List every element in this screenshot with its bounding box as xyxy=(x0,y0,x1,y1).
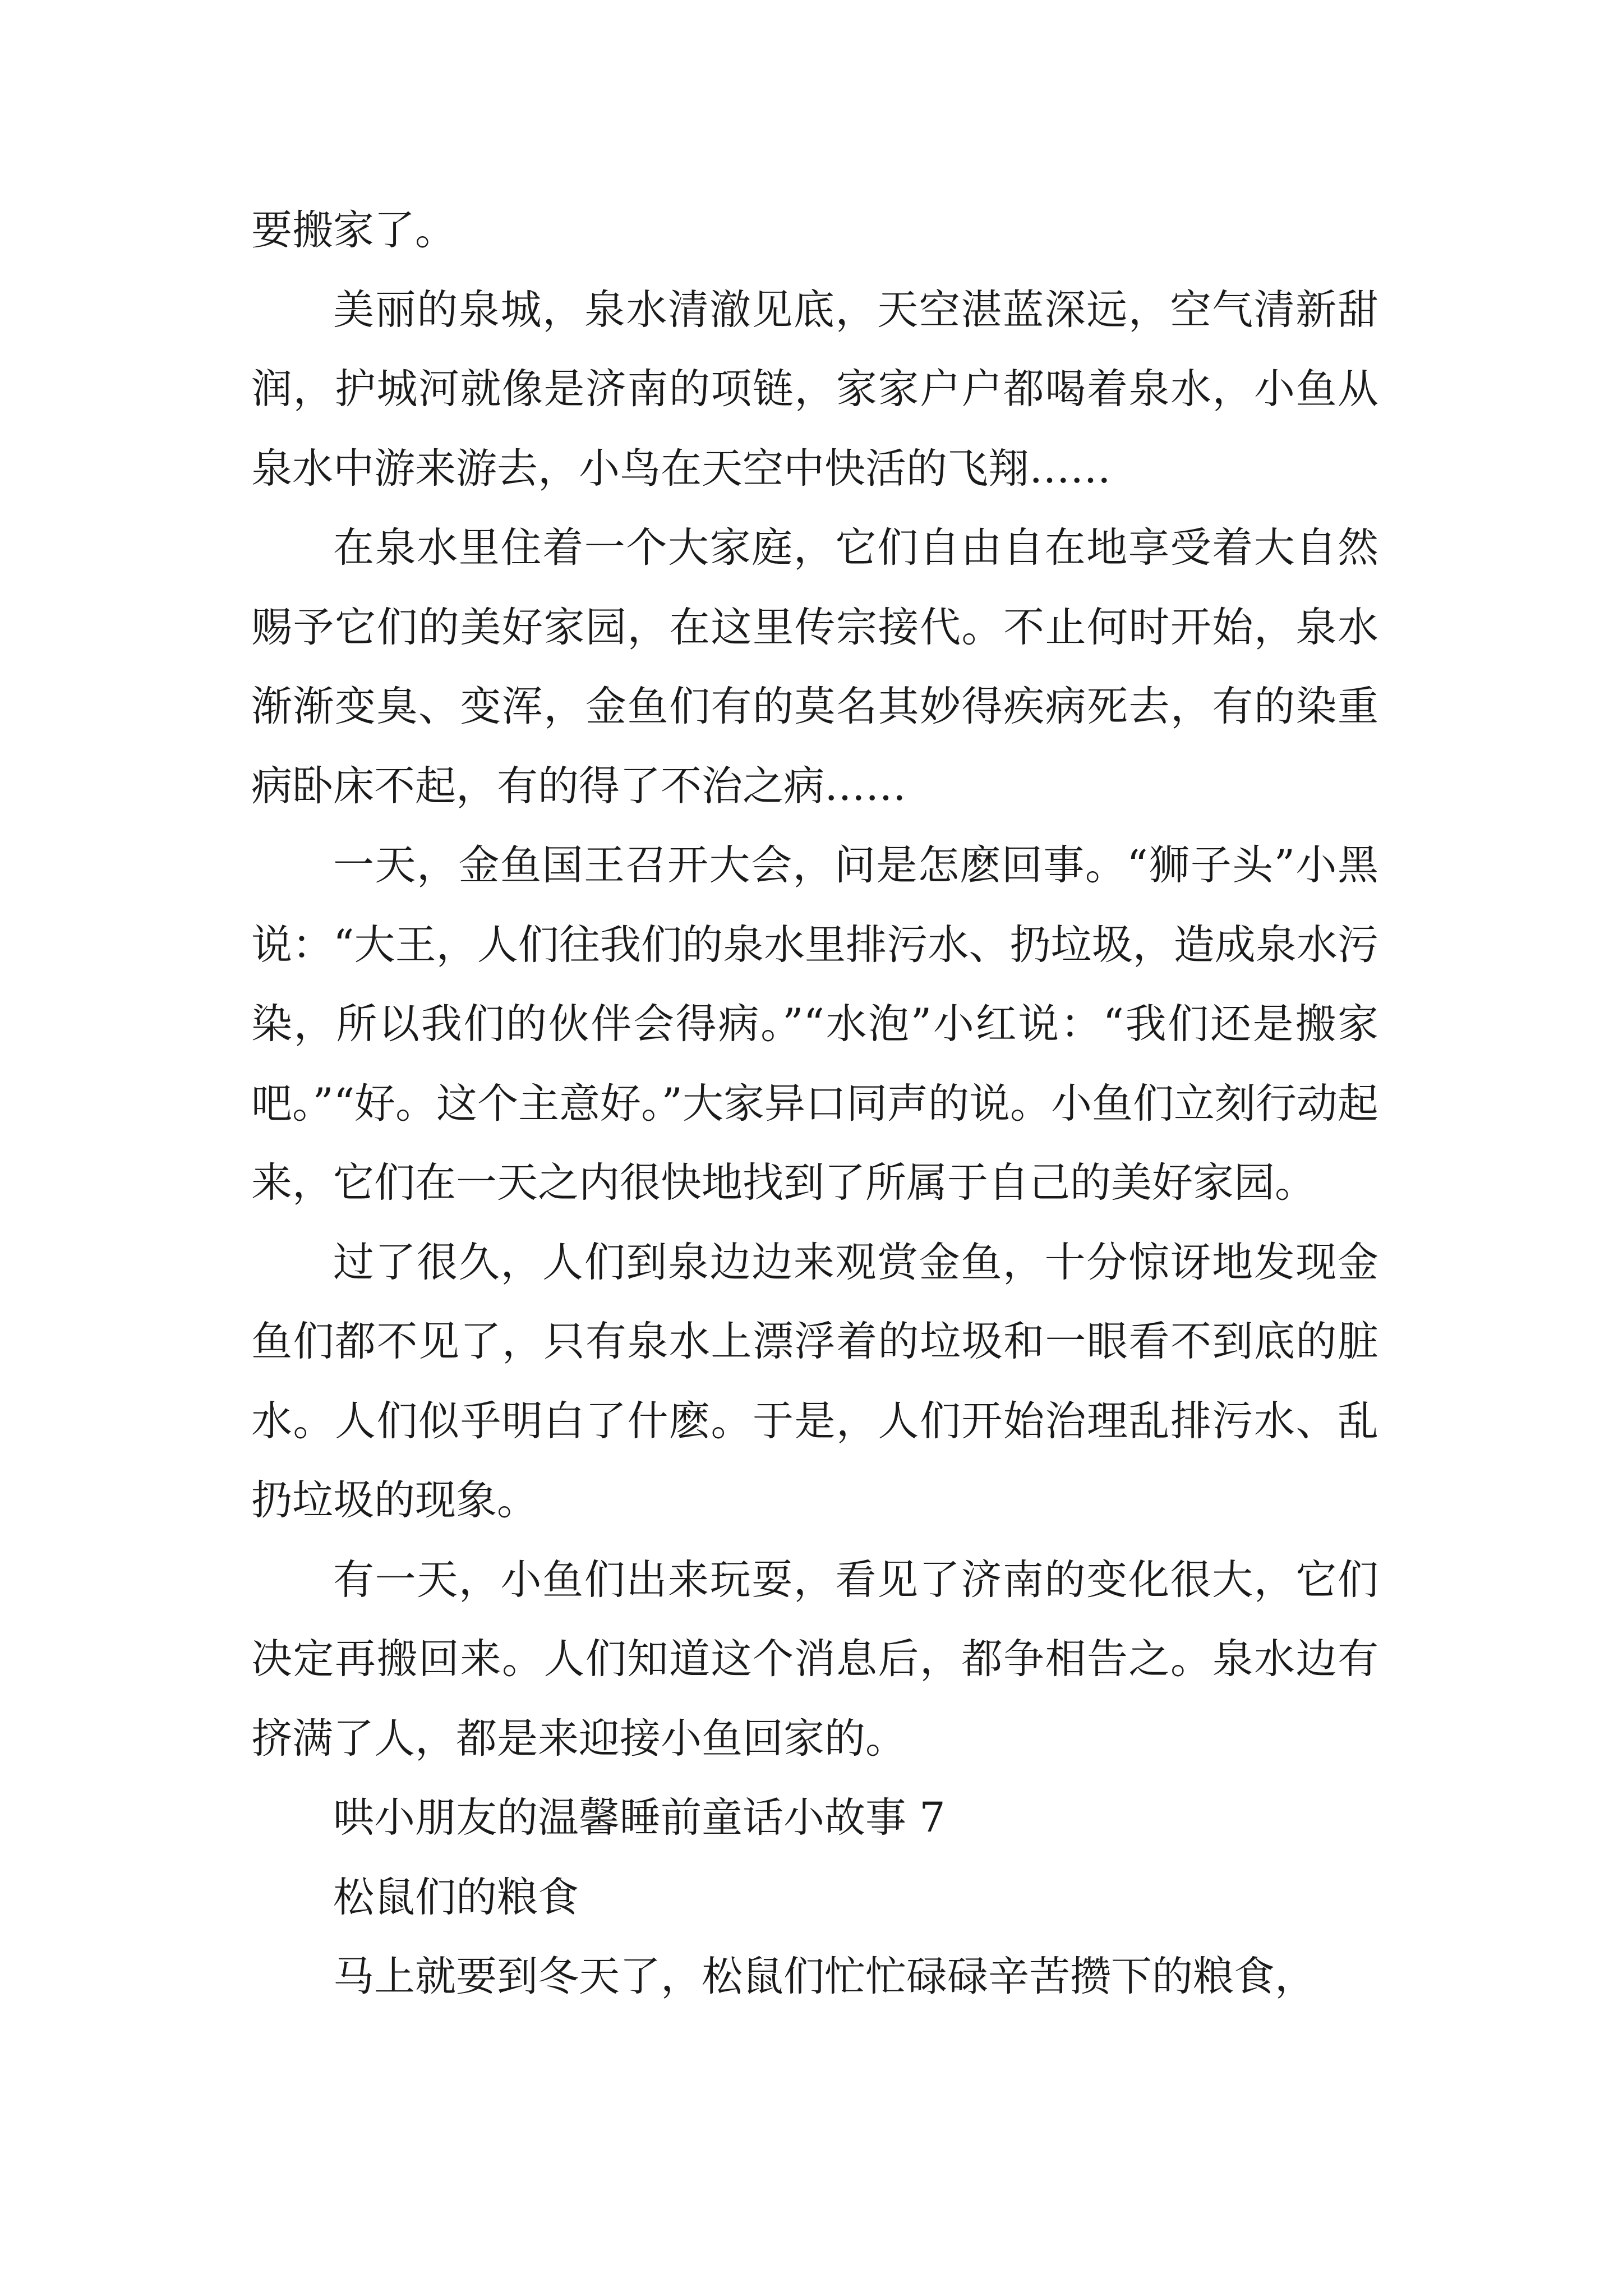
paragraph-4: 一天，金鱼国王召开大会，问是怎麽回事。“狮子头”小黑说：“大王，人们往我们的泉水里排污水、扔垃圾，造成泉水污染，所以我们的伙伴会得病。”“水泡”小红说：“我们还是搬家吧。”“好。这个主意好。”大家异口同声的说。小鱼们立刻行动起来，它们在一天之内很快地找到了所属于自己的美好家园。 xyxy=(251,841,1378,1207)
paragraph-5: 过了很久，人们到泉边边来观赏金鱼，十分惊讶地发现金鱼们都不见了，只有泉水上漂浮着的垃圾和一眼看不到底的脏水。人们似乎明白了什麽。于是，人们开始治理乱排污水、乱扔垃圾的现象。 xyxy=(251,1238,1378,1524)
paragraph-3: 在泉水里住着一个大家庭，它们自由自在地享受着大自然赐予它们的美好家园，在这里传宗接代。不止何时开始，泉水渐渐变臭、变浑，金鱼们有的莫名其妙得疾病死去，有的染重病卧床不起，有的得了不治之病…… xyxy=(251,524,1378,810)
paragraph-6: 有一天，小鱼们出来玩耍，看见了济南的变化很大，它们决定再搬回来。人们知道这个消息后，都争相告之。泉水边有挤满了人，都是来迎接小鱼回家的。 xyxy=(251,1556,1378,1763)
paragraph-1: 要搬家了。 xyxy=(251,206,456,254)
paragraph-9: 马上就要到冬天了，松鼠们忙忙碌碌辛苦攒下的粮食， xyxy=(333,1953,1316,2000)
paragraph-2: 美丽的泉城，泉水清澈见底，天空湛蓝深远，空气清新甜润，护城河就像是济南的项链，家家户户都喝着泉水，小鱼从泉水中游来游去，小鸟在天空中快活的飞翔…… xyxy=(251,286,1378,493)
document-body xyxy=(251,191,1378,2017)
story-heading: 哄小朋友的温馨睡前童话小故事 7 xyxy=(333,1794,946,1842)
story-title: 松鼠们的粮食 xyxy=(333,1873,579,1921)
